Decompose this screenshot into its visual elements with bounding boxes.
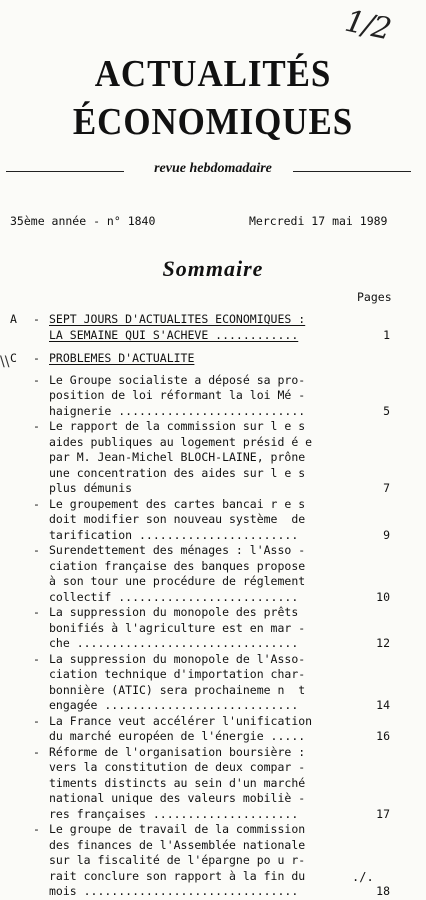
masthead-title-line2: ÉCONOMIQUES xyxy=(72,101,354,143)
toc-item-page-number: 14 xyxy=(376,698,390,712)
toc-item-line: La suppression du monopole de l'Asso- xyxy=(49,651,306,666)
section-letter: A xyxy=(10,312,17,326)
toc-item-page-number: 12 xyxy=(376,636,390,650)
toc-item-line: bonifiés à l'agriculture est en mar - xyxy=(49,620,306,635)
toc-item-dash: - xyxy=(33,372,40,387)
toc-item-line: position de loi réformant la loi Mé - xyxy=(49,388,306,402)
toc-item-line: doit modifier son nouveau système de xyxy=(49,512,306,526)
toc-item-line: une concentration des aides sur l e s xyxy=(49,465,306,480)
toc-item-line: Le rapport de la commission sur l e s xyxy=(49,419,306,433)
toc-item-line: plus démunis xyxy=(49,481,133,495)
masthead-title-line1: ACTUALITÉS xyxy=(94,53,332,95)
section-title-line: LA SEMAINE QUI S'ACHEVE ............ xyxy=(49,327,299,342)
toc-item-dash: - xyxy=(33,744,40,759)
section-dash: - xyxy=(33,312,40,326)
toc-item-dash: - xyxy=(33,496,40,511)
issue-date: Mercredi 17 mai 1989 xyxy=(249,214,388,228)
toc-item-line: Le Groupe socialiste a déposé sa pro- xyxy=(49,372,306,387)
masthead-rule-right xyxy=(293,171,411,172)
toc-item-line: vers la constitution de deux compar - xyxy=(49,760,306,774)
toc-item-page-number: 18 xyxy=(376,884,390,898)
toc-item-line: Surendettement des ménages : l'Asso - xyxy=(49,543,306,557)
toc-item-line: res françaises ..................... xyxy=(49,806,299,821)
toc-item-line: Réforme de l'organisation boursière : xyxy=(49,744,306,759)
toc-item-line: La France veut accélérer l'unification xyxy=(49,713,313,728)
section-title-line: SEPT JOURS D'ACTUALITES ECONOMIQUES : xyxy=(49,312,306,326)
toc-item-page-number: 17 xyxy=(376,806,390,821)
margin-tick-mark: \\ xyxy=(0,354,10,370)
section-dash: - xyxy=(33,351,40,365)
masthead-subtitle: revue hebdomadaire xyxy=(154,161,272,176)
toc-item-page-number: 7 xyxy=(383,481,390,495)
toc-item-line: sur la fiscalité de l'épargne po u r- xyxy=(49,853,306,867)
toc-item-line: du marché européen de l'énergie ..... xyxy=(49,729,306,743)
toc-item-line: Le groupement des cartes bancai r e s xyxy=(49,496,306,511)
toc-item-line: che ................................ xyxy=(49,636,299,650)
toc-item-page-number: 16 xyxy=(376,729,390,743)
toc-item-dash: - xyxy=(33,713,40,728)
toc-item-line: à son tour une procédure de réglement xyxy=(49,574,306,588)
section-page-number: 1 xyxy=(383,327,390,342)
section-title-line: PROBLEMES D'ACTUALITE xyxy=(49,351,195,365)
toc-item-page-number: 5 xyxy=(383,403,390,418)
toc-item-line: par M. Jean-Michel BLOCH-LAINE, prône xyxy=(49,450,306,464)
issue-number: 35ème année - n° 1840 xyxy=(10,214,156,228)
toc-item-line: Le groupe de travail de la commission xyxy=(49,822,306,836)
toc-item-dash: - xyxy=(33,651,40,666)
toc-item-line: tarification ....................... xyxy=(49,527,299,542)
toc-item-dash: - xyxy=(33,419,40,433)
pages-column-header: Pages xyxy=(357,290,392,304)
toc-item-line: ciation technique d'importation char- xyxy=(49,667,306,681)
toc-item-dash: - xyxy=(33,543,40,557)
toc-item-line: engagée ............................ xyxy=(49,698,299,712)
toc-item-line: national unique des valeurs mobiliè - xyxy=(49,791,306,805)
toc-item-dash: - xyxy=(33,605,40,619)
toc-item-line: mois ............................... xyxy=(49,884,299,898)
continuation-mark: ./. xyxy=(352,870,374,884)
toc-item-line: timents distincts au sein d'un marché xyxy=(49,775,306,790)
toc-item-line: haignerie ........................... xyxy=(49,403,306,418)
toc-item-line: La suppression du monopole des prêts xyxy=(49,605,299,619)
toc-item-page-number: 9 xyxy=(383,527,390,542)
toc-item-line: collectif .......................... xyxy=(49,589,299,604)
toc-item-line: rait conclure son rapport à la fin du xyxy=(49,868,306,883)
toc-item-line: bonnière (ATIC) sera prochaineme n t xyxy=(49,682,306,697)
handwritten-page-note: 1/2 xyxy=(341,3,394,48)
toc-item-line: des finances de l'Assemblée nationale xyxy=(49,837,306,852)
contents-heading: Sommaire xyxy=(162,256,264,281)
section-letter: C xyxy=(10,351,17,365)
toc-item-line: ciation française des banques propose xyxy=(49,558,306,573)
toc-item-dash: - xyxy=(33,822,40,836)
toc-item-line: aides publiques au logement présid é e xyxy=(49,434,313,449)
toc-item-page-number: 10 xyxy=(376,589,390,604)
